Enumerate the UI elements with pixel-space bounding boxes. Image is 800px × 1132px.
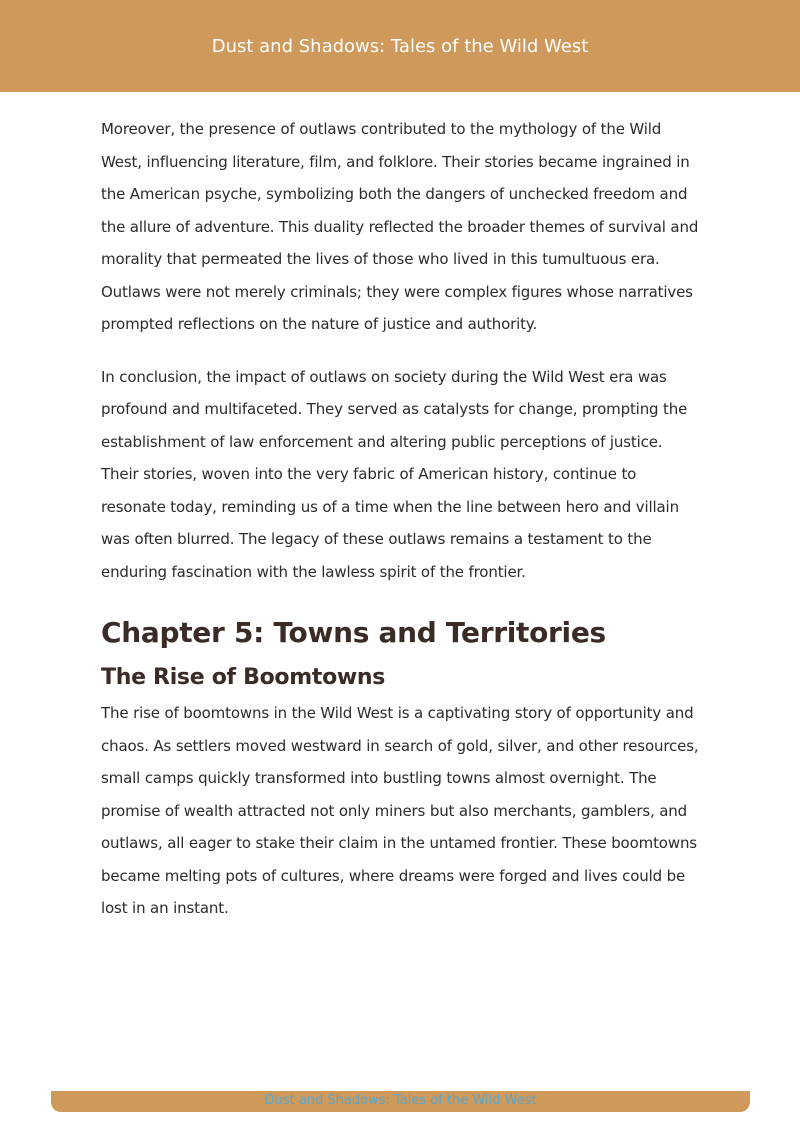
page-footer: [51, 1091, 750, 1112]
page-header: [0, 0, 800, 92]
page-content: [101, 113, 701, 925]
body-paragraph: In conclusion, the impact of outlaws on society during the Wild West era was profound and multifaceted. They served as catalysts for change, prompting the establishment of law enforcement and altering public perceptions of justice. Their stories, woven into the very fabric of American history, continue to resonate today, reminding us of a time when the line between hero and villain was often blurred. The legacy of these outlaws remains a testament to the enduring fascination with the lawless spirit of the frontier.: [101, 367, 688, 581]
header-title: Dust and Shadows: Tales of the Wild West: [211, 36, 589, 57]
chapter-title: Chapter 5: Towns and Territories: [101, 616, 606, 649]
body-paragraph: The rise of boomtowns in the Wild West is a captivating story of opportunity and chaos. As settlers moved westward in search of gold, silver, and other resources, small camps quickly transformed into bustling towns almost overnight. The promise of wealth attracted not only miners but also merchants, gamblers, and outlaws, all eager to stake their claim in the untamed frontier. These boomtowns became melting pots of cultures, where dreams were forged and lives could be lost in an instant.: [101, 704, 699, 917]
body-paragraph: Moreover, the presence of outlaws contributed to the mythology of the Wild West, influencing literature, film, and folklore. Their stories became ingrained in the American psyche, symbolizing both the dangers of unchecked freedom and the allure of adventure. This duality reflected the broader themes of survival and morality that permeated the lives of those who lived in this tumultuous era. Outlaws were not merely criminals; they were complex figures whose narratives prompted reflections on the nature of justice and authority.: [101, 120, 699, 333]
section-title: The Rise of Boomtowns: [101, 665, 386, 690]
footer-title: Dust and Shadows: Tales of the Wild West: [264, 1093, 537, 1108]
